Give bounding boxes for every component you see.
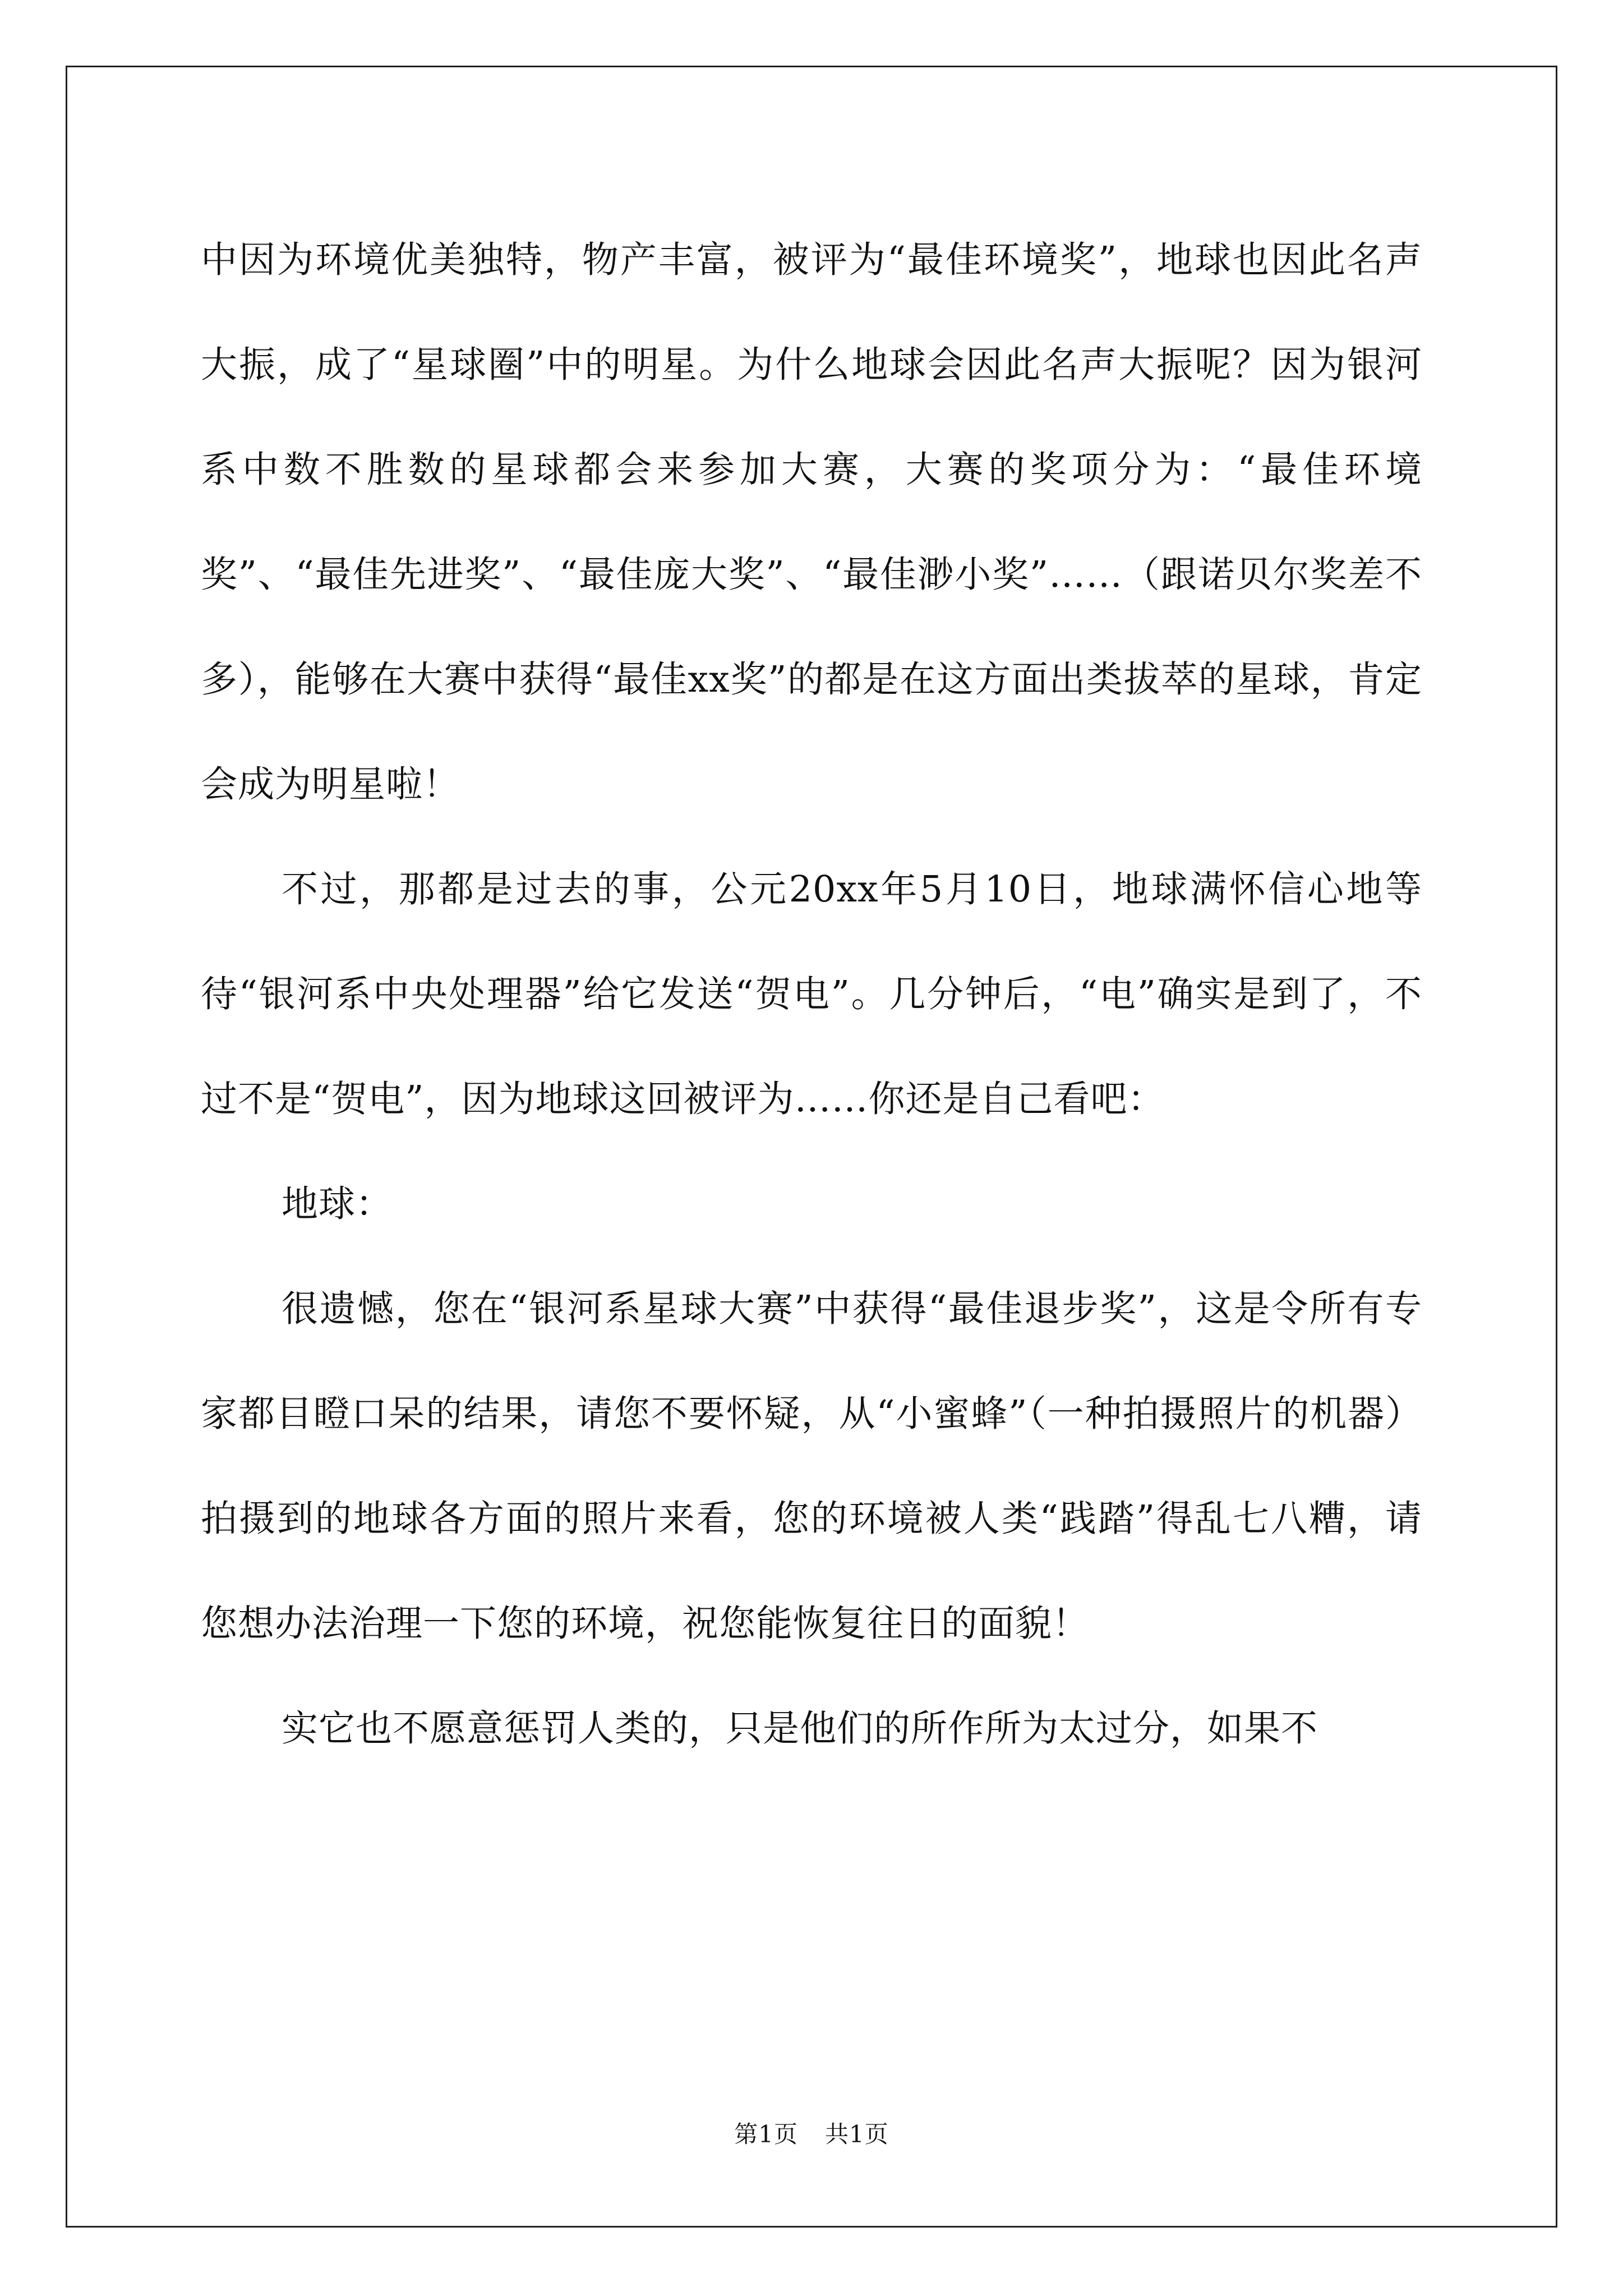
paragraph-5: 实它也不愿意惩罚人类的，只是他们的所作所为太过分，如果不: [282, 1708, 1318, 1750]
paragraph-4: 很遗憾，您在“银河系星球大赛”中获得“最佳退步奖”，这是令所有专家都目瞪口呆的结果，请您不要怀疑，从“小蜜蜂”（一种拍摄照片的机器）拍摄到的地球各方面的照片来看，您的环境被人类“践踏”得乱七八糟，请您想办法治理一下您的环境，祝您能恢复往日的面貌！: [201, 1288, 1422, 1645]
page-number: 第1页: [734, 2120, 798, 2148]
paragraph-1: 中因为环境优美独特，物产丰富，被评为“最佳环境奖”，地球也因此名声大振，成了“星球圈”中的明星。为什么地球会因此名声大振呢？因为银河系中数不胜数的星球都会来参加大赛，大赛的奖项分为：“最佳环境奖”、“最佳先进奖”、“最佳庞大奖”、“最佳渺小奖”……（跟诺贝尔奖差不多），能够在大赛中获得“最佳xx奖”的都是在这方面出类拔萃的星球，肯定会成为明星啦！: [201, 239, 1422, 806]
page-total: 共1页: [825, 2120, 889, 2148]
paragraph-3: 地球：: [282, 1183, 393, 1225]
paragraph-2: 不过，那都是过去的事，公元20xx年5月10日，地球满怀信心地等待“银河系中央处理器”给它发送“贺电”。几分钟后，“电”确实是到了，不过不是“贺电”，因为地球这回被评为……你还是自己看吧：: [201, 868, 1422, 1120]
document-body: [201, 208, 1422, 1781]
page-footer: [0, 2118, 1623, 2151]
